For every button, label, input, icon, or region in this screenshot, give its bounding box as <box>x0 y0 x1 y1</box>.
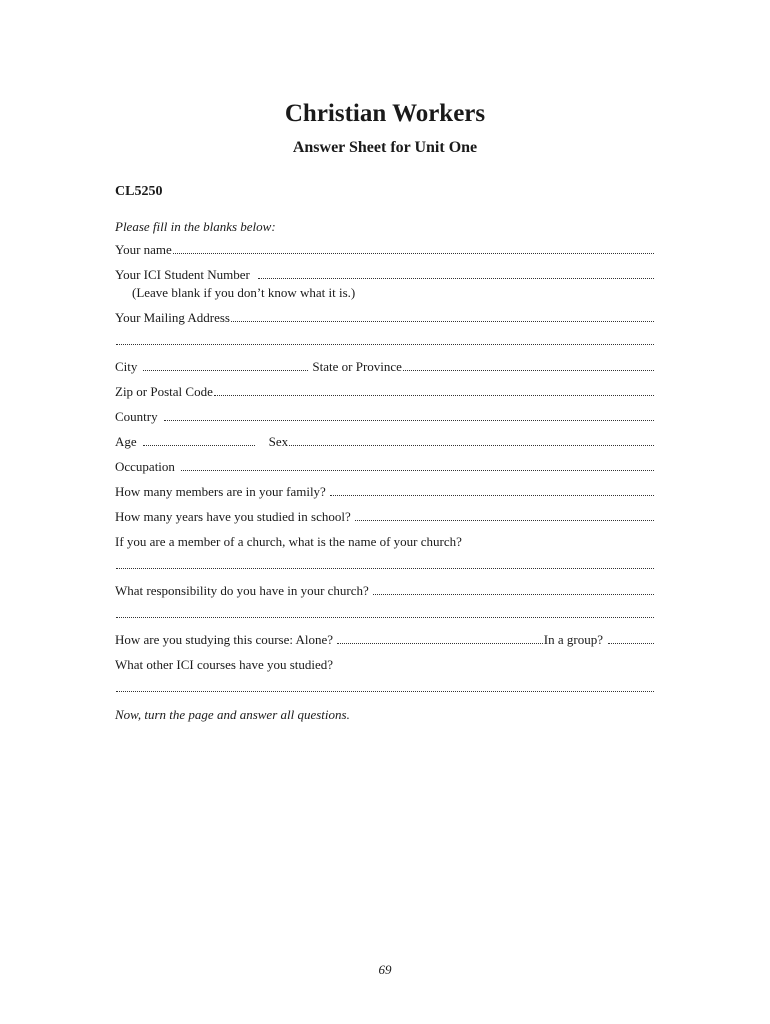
school-years-label: How many years have you studied in school? <box>115 509 351 524</box>
student-number-note: (Leave blank if you don’t know what it is.) <box>132 285 356 300</box>
city-field[interactable] <box>143 360 308 371</box>
other-courses-answer-row <box>115 681 655 699</box>
family-field[interactable] <box>330 485 654 496</box>
church-row <box>115 534 655 552</box>
church-field[interactable] <box>116 558 654 569</box>
city-label: City <box>115 359 138 374</box>
other-courses-label: What other ICI courses have you studied? <box>115 657 334 672</box>
family-row <box>115 484 655 502</box>
group-label: In a group? <box>543 632 603 647</box>
mailing-address-field[interactable] <box>231 311 654 322</box>
state-label: State or Province <box>312 359 402 374</box>
study-mode-label: How are you studying this course: Alone? <box>115 632 334 647</box>
country-label: Country <box>115 409 158 424</box>
school-years-row <box>115 509 655 527</box>
sex-label: Sex <box>268 434 289 449</box>
state-field[interactable] <box>403 360 654 371</box>
course-code: CL5250 <box>115 184 163 199</box>
country-row <box>115 409 655 427</box>
zip-row <box>115 384 655 402</box>
student-number-row <box>115 267 655 285</box>
alone-field[interactable] <box>337 633 543 644</box>
page-title: Christian Workers <box>284 100 486 127</box>
church-answer-row <box>115 558 655 576</box>
zip-label: Zip or Postal Code <box>115 384 213 399</box>
study-mode-row <box>115 632 655 650</box>
school-years-field[interactable] <box>355 510 654 521</box>
family-label: How many members are in your family? <box>115 484 326 499</box>
closing-instruction: Now, turn the page and answer all questions. <box>115 707 350 722</box>
city-state-row <box>115 359 655 377</box>
responsibility-field[interactable] <box>373 584 654 595</box>
page-subtitle: Answer Sheet for Unit One <box>292 139 478 156</box>
other-courses-field[interactable] <box>116 681 654 692</box>
mailing-address-field-2[interactable] <box>116 334 654 345</box>
group-field[interactable] <box>608 633 654 644</box>
mailing-address-row <box>115 310 655 328</box>
responsibility-row <box>115 583 655 601</box>
age-label: Age <box>115 434 137 449</box>
zip-field[interactable] <box>214 385 654 396</box>
name-label: Your name <box>115 242 172 257</box>
page-number: 69 <box>378 962 392 977</box>
name-field[interactable] <box>173 243 654 254</box>
country-field[interactable] <box>164 410 654 421</box>
other-courses-row <box>115 657 655 675</box>
occupation-row <box>115 459 655 477</box>
age-field[interactable] <box>143 435 255 446</box>
fill-instruction: Please fill in the blanks below: <box>115 219 276 234</box>
responsibility-field-2[interactable] <box>116 607 654 618</box>
student-number-label: Your ICI Student Number <box>115 267 250 282</box>
responsibility-label: What responsibility do you have in your church? <box>115 583 369 598</box>
sex-field[interactable] <box>289 435 654 446</box>
student-number-field[interactable] <box>258 268 654 279</box>
occupation-field[interactable] <box>181 460 654 471</box>
church-label: If you are a member of a church, what is the name of your church? <box>115 534 462 549</box>
responsibility-row-2 <box>115 607 655 625</box>
mailing-address-row-2 <box>115 334 655 352</box>
age-sex-row <box>115 434 655 452</box>
occupation-label: Occupation <box>115 459 175 474</box>
mailing-address-label: Your Mailing Address <box>115 310 230 325</box>
name-row <box>115 242 655 260</box>
